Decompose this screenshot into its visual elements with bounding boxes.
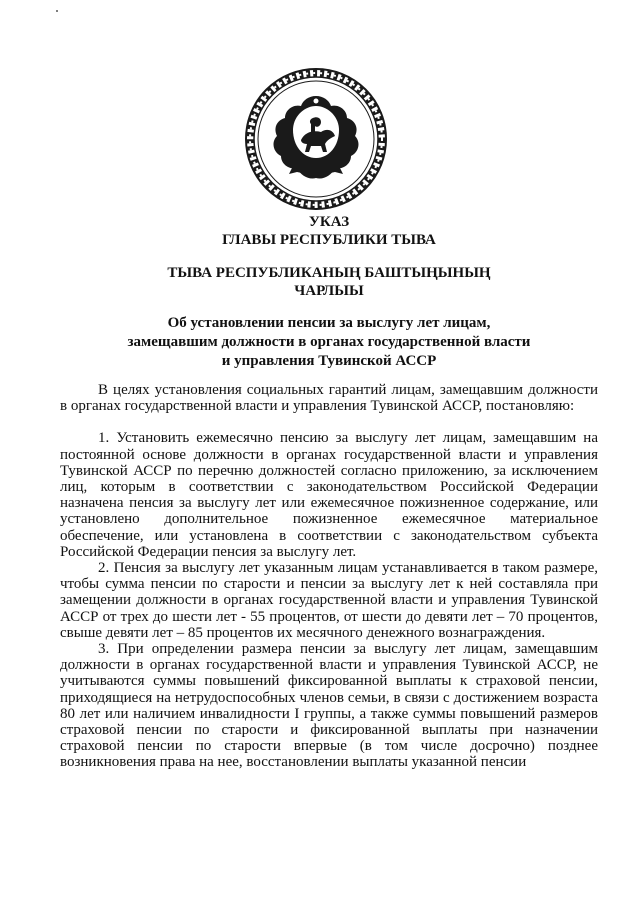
decree-body: [60, 382, 598, 771]
issuer-heading: ГЛАВЫ РЕСПУБЛИКИ ТЫВА: [222, 232, 436, 248]
tuvan-heading-line-1: ТЫВА РЕСПУБЛИКАНЫҢ БАШТЫҢЫНЫҢ: [167, 265, 491, 281]
decree-title-line: и управления Тувинской АССР: [221, 353, 437, 369]
decree-title-line: Об установлении пенсии за выслугу лет лицам,: [167, 315, 491, 331]
decree-heading: УКАЗ: [308, 214, 350, 230]
clause-paragraph-1: 1. Установить ежемесячно пенсию за выслугу лет лицам, замещавшим на постоянной основе должности в органах государственной власти и управления Тувинской АССР по перечню должностей согласно приложению, за исключением лиц, которым в соответствии с законодательством Российской Федерации назначена пенсия за выслугу лет или ежемесячное пожизненное содержание, или установлено дополнительное пожизненное ежемесячное материальное обеспечение, или установлена в соответствии с законодательством субъекта Российской Федерации пенсия за выслугу лет.: [60, 430, 598, 560]
clause-paragraph-2: 2. Пенсия за выслугу лет указанным лицам устанавливается в таком размере, чтобы сумма пенсии по старости и пенсии за выслугу лет к ней составляла при замещении должности в органах государственной власти и управления Тувинской АССР от трех до шести лет - 55 процентов, от шести до девяти лет – 70 процентов, свыше девяти лет – 85 процентов их месячного денежного вознаграждения.: [60, 560, 598, 641]
decree-title: [60, 314, 598, 371]
tuvan-heading-line-2: ЧАРЛЫЫ: [294, 283, 364, 299]
clause-paragraph-3: 3. При определении размера пенсии за выслугу лет лицам, замещавшим должности в органах государственной власти и управления Тувинской АССР, не учитываются суммы повышений фиксированной выплаты к страховой пенсии, приходящиеся на нетрудоспособных членов семьи, в связи с достижением возраста 80 лет или наличием инвалидности I группы, а также суммы повышений размеров страховой пенсии по старости и фиксированной выплаты при назначении страховой пенсии по старости впервые (в том числе досрочно) позднее возникновения права на нее, восстановлении выплаты указанной пенсии: [60, 641, 598, 771]
decree-title-line: замещавшим должности в органах государственной власти: [127, 334, 531, 350]
tuva-coat-of-arms-icon: [243, 66, 389, 212]
scan-speck: [56, 10, 58, 12]
preamble-paragraph: В целях установления социальных гарантий лицам, замещавшим должности в органах государственной власти и управления Тувинской АССР, постановляю:: [60, 382, 598, 415]
